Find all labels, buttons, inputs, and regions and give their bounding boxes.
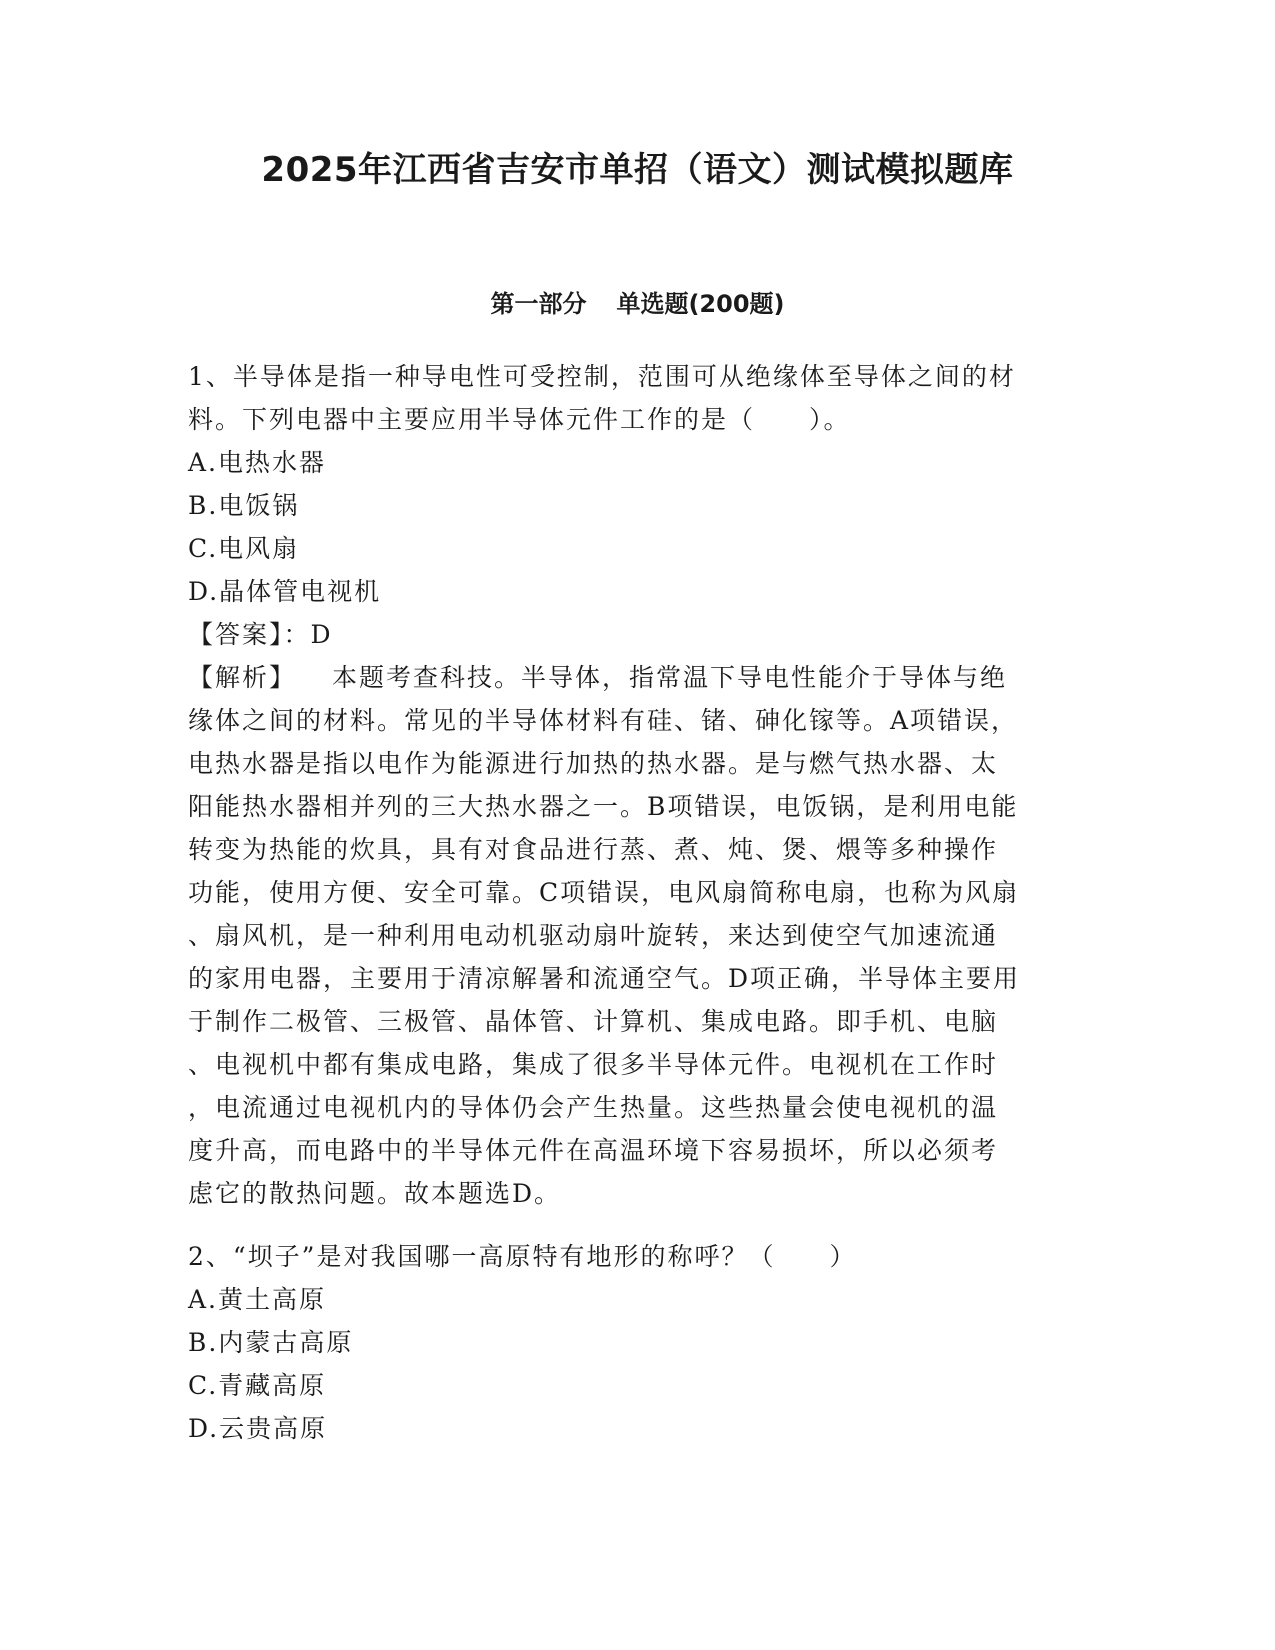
option-b: B.内蒙古高原: [188, 1328, 354, 1357]
analysis-line: [188, 656, 1088, 699]
question-stem-line: 料。下列电器中主要应用半导体元件工作的是（ ）。: [188, 405, 851, 434]
question-list: [188, 355, 1088, 1450]
option-c: C.电风扇: [188, 534, 300, 563]
document-title: 2025年江西省吉安市单招（语文）测试模拟题库: [261, 150, 1014, 190]
option-a: A.黄土高原: [188, 1285, 327, 1314]
answer-line: [188, 613, 1088, 656]
section-title: [0, 288, 1275, 320]
analysis-line: ，电流通过电视机内的导体仍会产生热量。这些热量会使电视机的温: [188, 1093, 999, 1122]
analysis-line: 转变为热能的炊具，具有对食品进行蒸、煮、炖、煲、煨等多种操作: [188, 835, 999, 864]
analysis-text: 本题考查科技。半导体，指常温下导电性能介于导体与绝: [332, 663, 1008, 692]
option-a: A.电热水器: [188, 448, 327, 477]
option-b: B.电饭锅: [188, 491, 300, 520]
section-name: 单选题(200题): [616, 290, 785, 318]
option-d: D.晶体管电视机: [188, 577, 382, 606]
analysis-line: 功能，使用方便、安全可靠。C项错误，电风扇简称电扇，也称为风扇: [188, 878, 1020, 907]
option-c: C.青藏高原: [188, 1371, 327, 1400]
answer-label: 【答案】：: [188, 620, 311, 649]
option-d: D.云贵高原: [188, 1414, 328, 1443]
analysis-line: 的家用电器，主要用于清凉解暑和流通空气。D项正确，半导体主要用: [188, 964, 1021, 993]
answer-value: D: [310, 620, 333, 649]
section-part: 第一部分: [490, 290, 587, 318]
analysis-line: 度升高，而电路中的半导体元件在高温环境下容易损坏，所以必须考: [188, 1136, 999, 1165]
analysis-line: 、扇风机，是一种利用电动机驱动扇叶旋转，来达到使空气加速流通: [188, 921, 999, 950]
analysis-label: 【解析】: [188, 663, 297, 692]
question-2: [188, 1235, 1088, 1450]
question-stem-line: 2、“坝子”是对我国哪一高原特有地形的称呼？（ ）: [188, 1242, 857, 1271]
analysis-line: 缘体之间的材料。常见的半导体材料有硅、锗、砷化镓等。A项错误，: [188, 706, 1019, 735]
analysis-line: 虑它的散热问题。故本题选D。: [188, 1179, 562, 1208]
analysis-line: 电热水器是指以电作为能源进行加热的热水器。是与燃气热水器、太: [188, 749, 999, 778]
question-1: [188, 355, 1088, 1215]
question-spacer: [188, 1215, 1088, 1235]
question-stem-line: 1、半导体是指一种导电性可受控制，范围可从绝缘体至导体之间的材: [188, 362, 1016, 391]
analysis-line: 、电视机中都有集成电路，集成了很多半导体元件。电视机在工作时: [188, 1050, 999, 1079]
analysis-line: 阳能热水器相并列的三大热水器之一。B项错误，电饭锅，是利用电能: [188, 792, 1019, 821]
analysis-line: 于制作二极管、三极管、晶体管、计算机、集成电路。即手机、电脑: [188, 1007, 999, 1036]
